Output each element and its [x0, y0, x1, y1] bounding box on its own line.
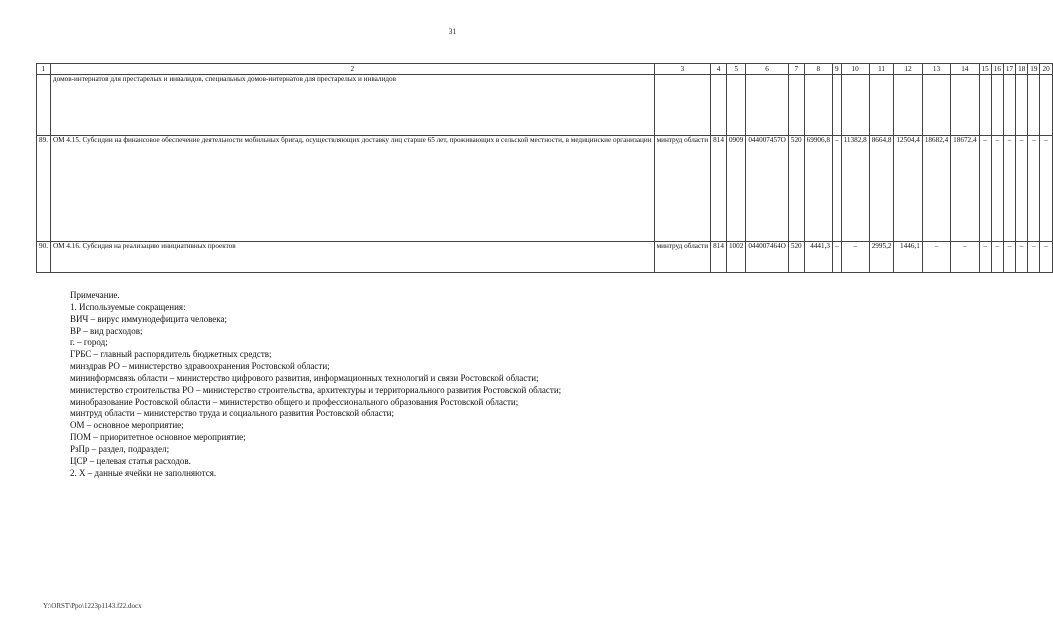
year-cell: –	[833, 136, 842, 242]
column-number: 11	[869, 64, 894, 75]
note-line: ГРБС – главный распорядитель бюджетных средств;	[70, 349, 272, 360]
year-cell: –	[1003, 242, 1015, 273]
year-cell: 2995,2	[869, 242, 894, 273]
table-row	[37, 242, 1053, 273]
year-cell: –	[1003, 136, 1015, 242]
note-line: ЦСР – целевая статья расходов.	[70, 455, 191, 466]
note-line: ПОМ – приоритетное основное мероприятие;	[70, 432, 246, 443]
note-line: ВИЧ – вирус иммунодефицита человека;	[70, 313, 227, 324]
note-line: ОМ – основное мероприятие;	[70, 420, 184, 431]
csr-cell: 044007464О	[746, 242, 789, 273]
table-row-continuation	[37, 75, 1053, 136]
note-title: Примечание.	[70, 290, 120, 300]
total-cell: 4441,3	[804, 242, 832, 273]
year-cell: –	[1016, 242, 1028, 273]
column-number: 13	[922, 64, 950, 75]
event-name-cell: ОМ 4.16. Субсидия на реализацию инициативных проектов	[50, 242, 654, 273]
year-cell: –	[841, 242, 869, 273]
column-number: 19	[1028, 64, 1040, 75]
page-number: 31	[448, 27, 457, 36]
note-line: РзПр – раздел, подраздел;	[70, 443, 170, 454]
column-number: 16	[991, 64, 1003, 75]
year-cell: –	[922, 242, 950, 273]
column-number: 6	[746, 64, 789, 75]
year-cell: 18672,4	[951, 136, 979, 242]
year-cell: 18682,4	[922, 136, 950, 242]
column-number: 17	[1003, 64, 1015, 75]
year-cell: –	[979, 242, 991, 273]
column-number: 12	[894, 64, 922, 75]
grbs-cell: 814	[711, 136, 727, 242]
year-cell: –	[991, 136, 1003, 242]
year-cell: 8664,8	[869, 136, 894, 242]
column-number: 8	[804, 64, 832, 75]
vr-cell: 520	[788, 136, 804, 242]
year-cell: 12504,4	[894, 136, 922, 242]
year-cell: –	[1040, 242, 1052, 273]
file-path-footer: Y:\ORST\Ppo\1223p1143.f22.docx	[43, 602, 142, 610]
column-number: 10	[841, 64, 869, 75]
csr-cell: 044007457О	[746, 136, 789, 242]
column-number: 4	[711, 64, 727, 75]
year-cell: 1446,1	[894, 242, 922, 273]
column-number: 14	[951, 64, 979, 75]
column-number: 2	[50, 64, 654, 75]
footnote-block	[70, 290, 561, 480]
column-number: 20	[1040, 64, 1052, 75]
row-number-cell: 89.	[37, 136, 51, 242]
column-number: 7	[788, 64, 804, 75]
note-line: минтруд области – министерство труда и социального развития Ростовской области;	[70, 408, 394, 419]
column-number-row	[37, 64, 1053, 75]
executor-cell: минтруд области	[654, 136, 711, 242]
column-number: 15	[979, 64, 991, 75]
year-cell: –	[1028, 136, 1040, 242]
rzpr-cell: 1002	[726, 242, 745, 273]
note-line: минздрав РО – министерство здравоохранения Ростовской области;	[70, 361, 330, 372]
row-number-cell	[37, 75, 51, 136]
year-cell: –	[951, 242, 979, 273]
budget-table	[36, 63, 1053, 273]
note-line: г. – город;	[70, 337, 108, 348]
year-cell: –	[979, 136, 991, 242]
year-cell: –	[833, 242, 842, 273]
note-line: мининформсвязь области – министерство цифрового развития, информационных технологий и связи Ростовской области;	[70, 372, 539, 383]
note-line: 2. Х – данные ячейки не заполняются.	[70, 467, 217, 478]
column-number: 9	[833, 64, 842, 75]
year-cell: –	[1016, 136, 1028, 242]
vr-cell: 520	[788, 242, 804, 273]
column-number: 18	[1016, 64, 1028, 75]
row-number-cell: 90.	[37, 242, 51, 273]
total-cell: 69906,8	[804, 136, 832, 242]
year-cell: 11382,8	[841, 136, 869, 242]
rzpr-cell: 0909	[726, 136, 745, 242]
event-name-cell: домов-интернатов для престарелых и инвалидов, специальных домов-интернатов для престарелых и инвалидов	[50, 75, 654, 136]
column-number: 3	[654, 64, 711, 75]
executor-cell: минтруд области	[654, 242, 711, 273]
year-cell: –	[991, 242, 1003, 273]
table-row	[37, 136, 1053, 242]
note-line: минобразование Ростовской области – министерство общего и профессионального образования Ростовской области;	[70, 396, 519, 407]
note-line: министерство строительства РО – министерство строительства, архитектуры и территориального развития Ростовской области;	[70, 384, 562, 395]
grbs-cell: 814	[711, 242, 727, 273]
event-name-cell: ОМ 4.15. Субсидии на финансовое обеспечение деятельности мобильных бригад, осуществляющих доставку лиц старше 65 лет, проживающих в сельской местности, в медицинские организации	[50, 136, 654, 242]
year-cell: –	[1040, 136, 1052, 242]
note-line: ВР – вид расходов;	[70, 325, 143, 336]
column-number: 1	[37, 64, 51, 75]
year-cell: –	[1028, 242, 1040, 273]
column-number: 5	[726, 64, 745, 75]
note-line: 1. Используемые сокращения:	[70, 301, 186, 312]
